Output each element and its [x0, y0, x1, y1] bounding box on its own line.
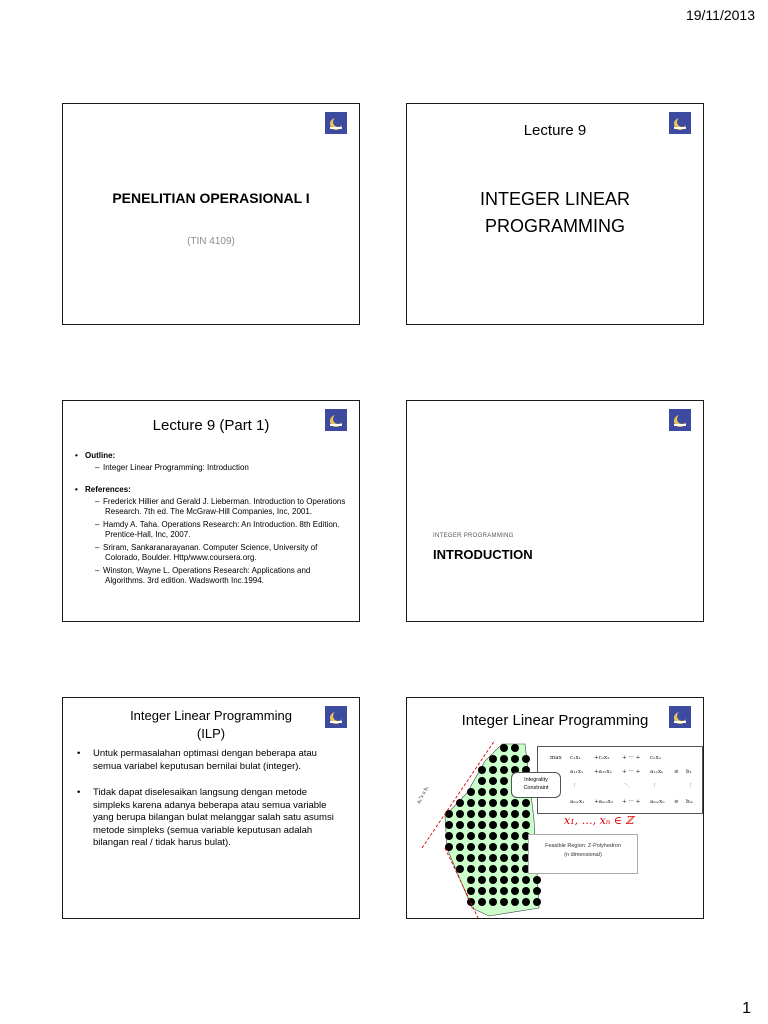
lattice-point: [478, 876, 486, 884]
slide-heading-line-1: Integer Linear Programming: [130, 708, 292, 723]
matrix-cell: ⋮: [572, 783, 578, 789]
lattice-point: [489, 755, 497, 763]
matrix-cell: aₘ₁x₁: [570, 799, 585, 805]
lecture-number: Lecture 9: [523, 122, 587, 139]
integrality-callout: [511, 772, 561, 798]
lattice-point: [456, 843, 464, 851]
caption-line: Feasible Region: Z-Polyhedron: [545, 843, 621, 849]
outline-bullet: • Outline:: [75, 451, 116, 460]
lattice-point: [467, 898, 475, 906]
matrix-cell: a₁₁x₁: [570, 769, 584, 775]
slide-ilp-diagram: [406, 697, 704, 919]
lattice-point: [489, 898, 497, 906]
lattice-point: [500, 799, 508, 807]
reference-text: Frederick Hillier and Gerald J. Lieberman. Introduction to Operations Research. 7th ed. The McGraw-Hill Companies, Inc, 2001.: [103, 497, 346, 516]
lattice-point: [478, 865, 486, 873]
bullet-text: Tidak dapat diselesaikan langsung dengan metode simpleks karena adanya beberapa atau semua variable yang berupa bilangan bulat melanggar salah satu asumsi metode simpleks (semua variable keputusan adalah bilangan real / tidak harus bulat).: [93, 787, 334, 848]
lattice-point: [478, 810, 486, 818]
lattice-point: [489, 854, 497, 862]
lattice-point: [478, 821, 486, 829]
bullet-text: Untuk permasalahan optimasi dengan beberapa atau semua variabel keputusan bernilai bulat (integer).: [93, 748, 317, 772]
lattice-point: [500, 744, 508, 752]
section-label: INTEGER PROGRAMMING: [433, 533, 514, 539]
lattice-point: [522, 887, 530, 895]
reference-text: Hamdy A. Taha. Operations Research: An Introduction. 8th Edition. Prentice-Hall, Inc, 2007.: [103, 520, 340, 539]
lattice-point: [511, 865, 519, 873]
lattice-point: [500, 821, 508, 829]
lattice-point: [478, 777, 486, 785]
integer-set-label: x₁, …, xₙ ∈ ℤ: [564, 814, 634, 827]
section-title: INTRODUCTION: [433, 547, 533, 562]
lattice-point: [522, 799, 530, 807]
lattice-point: [511, 744, 519, 752]
slide-lecture-title: [406, 103, 704, 325]
matrix-cell: ⋮: [652, 783, 658, 789]
outline-label: Outline:: [85, 451, 116, 460]
lattice-point: [489, 843, 497, 851]
lattice-point: [500, 876, 508, 884]
lattice-point: [478, 843, 486, 851]
callout-line: Integrality: [524, 777, 548, 783]
matrix-cell: +aₘ₂x₂: [594, 799, 614, 805]
lattice-point: [478, 788, 486, 796]
lattice-point: [511, 854, 519, 862]
bullet-item: • Tidak dapat diselesaikan langsung dengan metode simpleks karena adanya beberapa atau semua variable yang berupa bilangan bulat melanggar salah satu asumsi metode simpleks (semua variable keputusan adalah bilangan real / tidak harus bulat).: [77, 787, 334, 848]
lattice-point: [489, 865, 497, 873]
slide-ilp-definition: [62, 697, 360, 919]
lattice-point: [533, 876, 541, 884]
references-bullet: • References:: [75, 485, 131, 494]
lattice-point: [500, 810, 508, 818]
slide-outline: [62, 400, 360, 622]
lattice-point: [511, 843, 519, 851]
reference-item: – Sriram, Sankaranarayanan. Computer Science, University of Colorado, Boulder. Http/www.coursera.org.: [95, 543, 318, 562]
matrix-cell: ⋱: [624, 783, 630, 789]
page-date: 19/11/2013: [685, 7, 755, 23]
lattice-point: [489, 876, 497, 884]
lecture-title: [407, 186, 703, 240]
lattice-point: [511, 898, 519, 906]
reference-item: – Hamdy A. Taha. Operations Research: An Introduction. 8th Edition. Prentice-Hall, Inc, 2007.: [95, 520, 340, 539]
slide-body: [75, 451, 349, 589]
lattice-point: [478, 799, 486, 807]
lattice-point: [489, 832, 497, 840]
matrix-cell: ⋮: [688, 783, 694, 789]
slide-heading: Lecture 9 (Part 1): [152, 417, 270, 434]
lattice-point: [489, 810, 497, 818]
matrix-cell: a₁ₙxₙ: [650, 769, 664, 775]
matrix-cell: +a₁₂x₂: [594, 769, 612, 775]
lattice-point: [511, 832, 519, 840]
lattice-point: [500, 832, 508, 840]
outline-item: – Integer Linear Programming: Introduction: [95, 463, 249, 472]
lattice-point: [467, 821, 475, 829]
caption-line: (n dimensional): [564, 852, 602, 858]
lattice-point: [478, 766, 486, 774]
slide-heading: Integer Linear Programming: [461, 712, 649, 729]
lattice-point: [445, 821, 453, 829]
lattice-point: [522, 876, 530, 884]
lattice-point: [522, 898, 530, 906]
lattice-point: [511, 876, 519, 884]
lattice-point: [522, 755, 530, 763]
slide-title: [62, 103, 360, 325]
lattice-point: [522, 821, 530, 829]
lattice-point: [478, 898, 486, 906]
lattice-point: [500, 898, 508, 906]
matrix-cell: + ··· +: [622, 799, 641, 805]
lattice-point: [500, 843, 508, 851]
lattice-point: [489, 766, 497, 774]
lattice-point: [522, 810, 530, 818]
lattice-point: [456, 865, 464, 873]
lecture-title-line-1: INTEGER LINEAR: [479, 189, 631, 209]
lattice-point: [533, 898, 541, 906]
matrix-cell: b₁: [686, 769, 692, 775]
lp-matrix-box: [537, 746, 703, 814]
lattice-point: [478, 887, 486, 895]
course-code: (TIN 4109): [187, 236, 235, 247]
lattice-point: [489, 799, 497, 807]
university-logo-icon: [669, 409, 691, 431]
matrix-cell: aₘₙxₙ: [650, 799, 665, 805]
matrix-cell: +c₂x₂: [594, 755, 610, 761]
lattice-point: [500, 788, 508, 796]
matrix-cell: ≤: [674, 799, 679, 805]
bullet-item: • Untuk permasalahan optimasi dengan beberapa atau semua variabel keputusan bernilai bulat (integer).: [77, 748, 317, 772]
lattice-point: [511, 810, 519, 818]
lattice-point: [467, 854, 475, 862]
lattice-point: [500, 766, 508, 774]
reference-text: Sriram, Sankaranarayanan. Computer Science, University of Colorado, Boulder. Http/www.coursera.org.: [103, 543, 318, 562]
lattice-point: [456, 799, 464, 807]
lattice-point: [489, 777, 497, 785]
lattice-point: [489, 821, 497, 829]
callout-line: Constraint: [523, 785, 549, 791]
lattice-point: [500, 887, 508, 895]
slide-section-intro: [406, 400, 704, 622]
lattice-point: [467, 832, 475, 840]
lattice-point: [467, 876, 475, 884]
lattice-point: [467, 843, 475, 851]
matrix-cell: cₙxₙ: [650, 755, 662, 761]
matrix-cell: + ··· +: [622, 769, 641, 775]
lattice-point: [533, 887, 541, 895]
matrix-cell: max: [550, 755, 562, 761]
lp-matrix: [538, 747, 702, 813]
lattice-point: [511, 799, 519, 807]
lattice-point: [511, 821, 519, 829]
outline-item-text: Integer Linear Programming: Introduction: [103, 463, 249, 472]
lattice-point: [467, 788, 475, 796]
lecture-title-line-2: PROGRAMMING: [484, 216, 625, 236]
university-logo-icon: [325, 112, 347, 134]
lattice-point: [500, 777, 508, 785]
lattice-point: [467, 887, 475, 895]
lattice-point: [489, 788, 497, 796]
bullet-list: [75, 748, 343, 864]
lattice-point: [511, 755, 519, 763]
lattice-point: [500, 865, 508, 873]
lattice-point: [445, 832, 453, 840]
lattice-point: [456, 854, 464, 862]
lattice-point: [511, 887, 519, 895]
references-label: References:: [85, 485, 131, 494]
reference-item: – Frederick Hillier and Gerald J. Lieberman. Introduction to Operations Research. 7th ed. The McGraw-Hill Companies, Inc, 2001.: [95, 497, 346, 516]
matrix-cell: c₁x₁: [570, 755, 581, 761]
lattice-point: [467, 810, 475, 818]
reference-text: Winston, Wayne L. Operations Research: Applications and Algorithms. 3rd edition. Wadsworth Inc.1994.: [103, 566, 311, 585]
matrix-cell: ≤: [674, 769, 679, 775]
feasible-region-caption: [528, 834, 638, 874]
lattice-point: [500, 755, 508, 763]
lattice-point: [456, 810, 464, 818]
lattice-point: [456, 832, 464, 840]
inequality-label: a₁ᵀx ≤ b₁: [416, 785, 431, 805]
reference-item: – Winston, Wayne L. Operations Research: Applications and Algorithms. 3rd edition. Wadsworth Inc.1994.: [95, 566, 311, 585]
lattice-point: [500, 854, 508, 862]
slide-heading-line-2: (ILP): [196, 726, 226, 741]
lattice-point: [445, 810, 453, 818]
lattice-point: [467, 799, 475, 807]
lattice-point: [456, 821, 464, 829]
matrix-cell: bₘ: [686, 799, 694, 805]
course-title: PENELITIAN OPERASIONAL I: [112, 190, 310, 206]
lattice-point: [478, 854, 486, 862]
lattice-point: [478, 832, 486, 840]
lattice-point: [467, 865, 475, 873]
matrix-cell: + ··· +: [622, 755, 641, 761]
lattice-point: [489, 887, 497, 895]
slide-heading: [63, 707, 359, 743]
page-number: 1: [742, 1000, 751, 1017]
